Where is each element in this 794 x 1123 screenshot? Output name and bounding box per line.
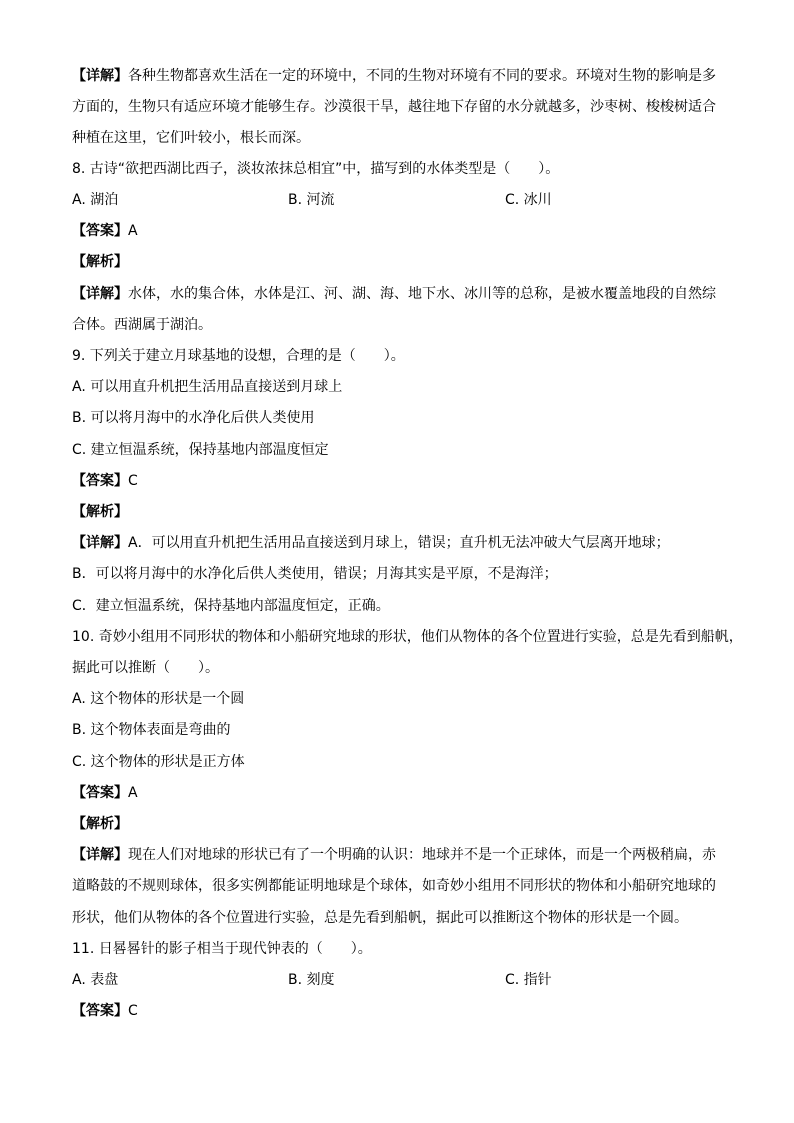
- explanation-line: 【详解】各种生物都喜欢生活在一定的环境中，不同的生物对环境有不同的要求。环境对生物的影响是多: [72, 68, 716, 84]
- q9-option-a: A. 可以用直升机把生活用品直接送到月球上: [72, 379, 343, 395]
- answer-line: 【答案】C: [72, 473, 138, 489]
- answer-line: 【答案】C: [72, 1003, 138, 1019]
- question-11: 11. 日晷晷针的影子相当于现代钟表的（ ）。: [72, 941, 372, 957]
- explanation-line: 方面的，生物只有适应环境才能够生存。沙漠很干旱，越往地下存留的水分就越多，沙枣树、梭梭树适合: [72, 99, 716, 115]
- explanation-line: 【详解】现在人们对地球的形状已有了一个明确的认识：地球并不是一个正球体，而是一个两极稍扁，赤: [72, 847, 716, 863]
- question-9: 9. 下列关于建立月球基地的设想，合理的是（ ）。: [72, 348, 405, 364]
- explanation-line: B．可以将月海中的水净化后供人类使用，错误；月海其实是平原，不是海洋；: [72, 566, 558, 582]
- q10-option-c: C. 这个物体的形状是正方体: [72, 754, 245, 770]
- explanation-line: 道略鼓的不规则球体，很多实例都能证明地球是个球体，如奇妙小组用不同形状的物体和小船研究地球的: [72, 878, 716, 894]
- explanation-line: C．建立恒温系统，保持基地内部温度恒定，正确。: [72, 598, 390, 614]
- explanation-line: 【详解】A．可以用直升机把生活用品直接送到月球上，错误；直升机无法冲破大气层离开地球；: [72, 535, 670, 551]
- explanation-line: 合体。西湖属于湖泊。: [72, 317, 212, 333]
- answer-line: 【答案】A: [72, 223, 138, 239]
- q11-option-a: A. 表盘: [72, 972, 119, 988]
- q11-option-b: B. 刻度: [288, 972, 335, 988]
- q10-option-a: A. 这个物体的形状是一个圆: [72, 691, 245, 707]
- question-8: 8. 古诗“欲把西湖比西子，淡妆浓抹总相宜”中，描写到的水体类型是（ ）。: [72, 161, 560, 177]
- question-10-cont: 据此可以推断（ ）。: [72, 660, 219, 676]
- q9-option-b: B. 可以将月海中的水净化后供人类使用: [72, 410, 315, 426]
- analysis-line: 【解析】: [72, 254, 128, 270]
- q8-option-c: C. 冰川: [505, 192, 552, 208]
- analysis-line: 【解析】: [72, 816, 128, 832]
- question-10: 10. 奇妙小组用不同形状的物体和小船研究地球的形状，他们从物体的各个位置进行实验，总是先看到船帆，: [72, 629, 743, 645]
- q8-option-a: A. 湖泊: [72, 192, 119, 208]
- explanation-line: 种植在这里，它们叶较小，根长而深。: [72, 130, 310, 146]
- q10-option-b: B. 这个物体表面是弯曲的: [72, 722, 231, 738]
- q9-option-c: C. 建立恒温系统，保持基地内部温度恒定: [72, 442, 329, 458]
- answer-line: 【答案】A: [72, 785, 138, 801]
- explanation-line: 形状，他们从物体的各个位置进行实验，总是先看到船帆，据此可以推断这个物体的形状是一个圆。: [72, 910, 688, 926]
- analysis-line: 【解析】: [72, 504, 128, 520]
- explanation-line: 【详解】水体，水的集合体，水体是江、河、湖、海、地下水、冰川等的总称，是被水覆盖地段的自然综: [72, 286, 716, 302]
- q8-option-b: B. 河流: [288, 192, 335, 208]
- q11-option-c: C. 指针: [505, 972, 552, 988]
